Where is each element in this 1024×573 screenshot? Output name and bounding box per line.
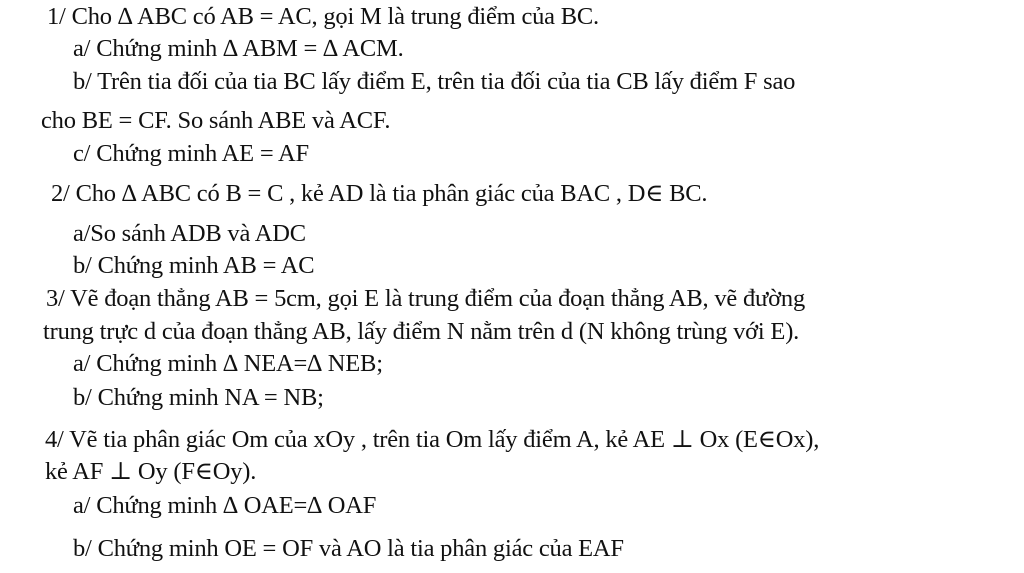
problem-4-statement-continued: kẻ AF ⊥ Oy (F∈Oy). — [45, 458, 257, 485]
problem-1-part-b-continued: cho BE = CF. So sánh ABE và ACF. — [41, 107, 391, 134]
problem-2-part-a: a/So sánh ADB và ADC — [73, 220, 306, 247]
problem-1-statement: 1/ Cho ∆ ABC có AB = AC, gọi M là trung điểm của BC. — [47, 3, 599, 30]
problem-3-statement-continued: trung trực d của đoạn thẳng AB, lấy điểm N nằm trên d (N không trùng với E). — [43, 318, 800, 345]
problem-1-part-c: c/ Chứng minh AE = AF — [73, 140, 309, 167]
problem-3-part-a: a/ Chứng minh ∆ NEA=∆ NEB; — [73, 350, 383, 377]
problem-4-statement: 4/ Vẽ tia phân giác Om của xOy , trên tia Om lấy điểm A, kẻ AE ⊥ Ox (E∈Ox), — [45, 426, 820, 453]
problem-1-part-b: b/ Trên tia đối của tia BC lấy điểm E, trên tia đối của tia CB lấy điểm F sao — [73, 68, 796, 95]
problem-2-part-b: b/ Chứng minh AB = AC — [73, 252, 315, 279]
problem-3-statement: 3/ Vẽ đoạn thẳng AB = 5cm, gọi E là trung điểm của đoạn thẳng AB, vẽ đường — [46, 285, 805, 312]
problem-1-part-a: a/ Chứng minh ∆ ABM = ∆ ACM. — [73, 35, 404, 62]
problem-4-part-b: b/ Chứng minh OE = OF và AO là tia phân giác của EAF — [73, 535, 624, 562]
problem-4-part-a: a/ Chứng minh ∆ OAE=∆ OAF — [73, 492, 377, 519]
problem-2-statement: 2/ Cho ∆ ABC có B = C , kẻ AD là tia phân giác của BAC , D∈ BC. — [51, 180, 708, 207]
problem-3-part-b: b/ Chứng minh NA = NB; — [73, 384, 324, 411]
